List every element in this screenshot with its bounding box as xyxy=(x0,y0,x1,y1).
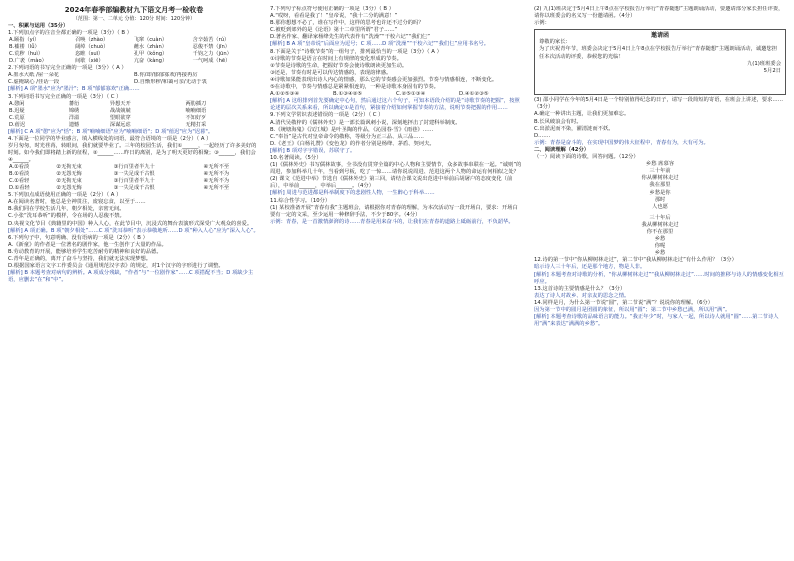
question-12: 12.诗的第一节中“你从柳树林走过”，第二节中“我从柳树林走过”有什么作用？（3分） xyxy=(534,257,737,264)
invitation-date: 5月2日 xyxy=(763,67,781,74)
answer-analysis: [解析] 周进与范进都是科举制度下的悲剧性人物，一生醉心于科举…… xyxy=(270,190,435,197)
sentence-item: ①诗歌的节奏是语言在时间上有规律的变化形成的节奏。 xyxy=(270,55,402,62)
option: B.你/却/郁郁寡欢/再接再厉 xyxy=(134,72,198,79)
option: A.①②⑤③④ xyxy=(270,91,299,98)
poem-line: 人也愿 xyxy=(652,203,668,210)
invitation-greeting: 尊敬的家长： xyxy=(539,39,571,46)
question-13: 13.这首诗的主要情感是什么？（3分） xyxy=(534,285,626,292)
option: 亢奋（kàng） xyxy=(133,58,168,65)
answer: 表达了诗人对故乡、对亲友的思念之情。 xyxy=(534,292,630,299)
column-middle xyxy=(270,6,522,555)
option: A.憩闲 xyxy=(9,100,25,107)
option: ③行百里者半九十 xyxy=(113,164,155,171)
option: 异想天开 xyxy=(109,100,131,107)
answer-analysis: [解析] C A 项"憩"应为"恬"；B 项"喃喃细语"应为"喃喃细语"；D 项"蓿迟"应为"迟暮"。 xyxy=(8,128,214,135)
question-14: 14.同样是月，为什么第一节说“圆”，第二节说“满”？说说你的理解。（6分） xyxy=(534,299,714,306)
question-11: 11.综合性学习。（10分） xyxy=(270,197,331,204)
option: ④无所不至 xyxy=(203,185,230,192)
option: A.清代吴敬梓的《儒林外史》是一部长篇讽刺小说，深刻地抨击了封建科举制度。 xyxy=(270,119,461,126)
sentence-item: ⑤在诗歌中，节奏与情感总是紧紧相连的，一种是诗歌本身固有的节奏。 xyxy=(270,84,439,91)
option: D.①看轻 xyxy=(9,185,30,192)
answer-analysis: [解析] B 项对字字错误，苏联守了。 xyxy=(270,147,356,154)
option: D.广袤（mào） xyxy=(9,58,47,65)
option: B.长风破浪会有时。 xyxy=(534,118,582,125)
question-4-text: 岁月匆匆，时光荏苒，转眼间，我们就要毕业了。三年的校园生活，我们①______，一起经历了许多美好的时刻。如今我们即将踏上新的征程，②______……昨日的离别，是为了明天更好的相聚；③______，我们会④______。 xyxy=(8,142,257,164)
option: A.确定一种讲出主题，让我们更加难忘。 xyxy=(534,111,630,118)
option: 含辛茹苦（rú） xyxy=(192,37,230,44)
option: A.《新童》的作者是一位著名的剧作家，他一生创作了大量的作品。 xyxy=(8,241,167,248)
invitation-title: 邀请函 xyxy=(650,32,669,40)
answer-sample: 示例：青春是奋斗的，在实现中国梦的伟大征程中，青春有为，大有可为。 xyxy=(534,139,709,146)
option: ③行百里者半九十 xyxy=(113,178,155,185)
option: D.自惭形秽/和蔼可亲/无动于衷 xyxy=(134,79,207,86)
option: 蕃衍 xyxy=(68,100,80,107)
page-title: 2024年春季部编教材九下语文月考一检收卷 xyxy=(64,6,204,14)
exam-meta: （范围：第一、二单元 分值：120分 时间：120分钟） xyxy=(72,16,196,22)
question-6: 6.下列句子中，句意明确、没有语病的一项是（2分）（ B ） xyxy=(8,234,148,241)
option: D.央视文化节目《典籍里的中国》种入人心，在此节目中，沉浸式的舞台表演形式深受广大观众的喜爱。 xyxy=(8,220,253,227)
exam-page xyxy=(8,6,786,555)
option: C.虚掩缺心 /佳话一段 xyxy=(8,79,60,86)
poem-line: 乡愁 xyxy=(654,236,666,243)
question-11-part2: (2) 九(1)班决定于5月4日上午8点在学校报告厅举行“青春随想”主题朗诵活动，要邀请部分家长担任评委，请你以班委会的名义写一份邀请函。（4分） xyxy=(534,6,784,20)
option: 孔甲（kǒng） xyxy=(133,51,168,58)
option: 召唤（zhào） xyxy=(75,37,109,44)
sentence-item: ②节奏是诗歌的生命，把握好节奏会使诗歌朗读更加生动。 xyxy=(270,62,408,69)
q3-options xyxy=(8,101,260,129)
option: 忍俊不禁（jīn） xyxy=(192,44,230,51)
invitation-box xyxy=(534,29,786,95)
option: 喃喃细语 xyxy=(185,107,207,114)
answer-analysis: [解析] 本题考查诗歌的品味语言的能力。“我正年少”时，与家人一起，所以诗人就用“圆”……第二节诗人用“满”来表达“满满的乡愁”。 xyxy=(534,314,779,328)
option: ③一失足成千古恨 xyxy=(113,171,155,178)
option: 望眼欲穿 xyxy=(109,114,131,121)
option: 一气呵成（hē） xyxy=(192,58,231,65)
option: ②无拘无束 xyxy=(56,178,82,185)
answer: 因为第一节中的圆月是团圆的象征，所以用“圆”；第二节中乡愁已满，所以用“满”。 xyxy=(534,307,731,313)
poem-line: 你不在那里 xyxy=(646,228,674,235)
answer-analysis: [解析] B A 项“皇帝说”后面应为逗号；C 项……D 项“洗澡”“干校六记”“我们仨”应用书名号。 xyxy=(270,41,490,48)
question-11-text: (1) 某校准备开展“青春有我”主题班会，请根据你对青春的理解，为本次活动写一段开场白，要求：开场白要有一定的文采，至少运用一种修辞手法，不少于80字。（4分） xyxy=(270,204,518,218)
question-8: 8.下面是关于“诗歌节奏”的一组句子，排列最恰当的一项是（3分）（ A ） xyxy=(270,48,442,55)
option: B.①③④②⑤ xyxy=(333,91,363,98)
option: C.出淤泥而不染，濯清涟而不妖。 xyxy=(534,125,614,132)
answer-analysis: [解析] A 项"墨水"应为"墨汁"；B 项"郁郁寡欢"正确…… xyxy=(8,86,140,93)
option: C.小张“洗耳恭听”的模样，令在场的人忍俊不禁。 xyxy=(8,213,125,220)
sentence-item: ④诗歌如果能表现出诗人内心的情感，那么它的节奏感会更加强烈。节奏与情感相连，不断变化。 xyxy=(270,76,498,83)
option: D.根据国家语言文字工作委员会《通用规范汉字表》的规定，对1个汉字的字形进行了调整。 xyxy=(8,263,224,270)
option: D.《老王》《白杨礼赞》《变色龙》的作者分别是杨绛、茅盾、契诃夫。 xyxy=(270,140,435,147)
poem-line: 我在那里 xyxy=(649,182,671,189)
option: C.被贬到郊外的是《论语》第十二章里所谓“君子……” xyxy=(270,27,398,34)
option: D.…… xyxy=(534,132,551,139)
column-left xyxy=(8,6,260,555)
section-heading: 二、阅读理解（42分） xyxy=(534,146,590,153)
sample-label: 示例： xyxy=(534,20,550,27)
option: B.我们同在学校生活几年，朝夕相处，亲密无间。 xyxy=(8,206,125,213)
question-1: 1.下列加点字的注音全都正确的一项是（3分）（ B ） xyxy=(8,30,133,37)
option: D.④①②③⑤ xyxy=(459,91,489,98)
poem-line: 乡愁是你 xyxy=(649,189,671,196)
option: A.墨水大纸 /屋一朵花 xyxy=(8,72,60,79)
answer: 暗示诗人三十年后，还是那个地方，物是人非。 xyxy=(534,264,646,271)
option: D.著名作家、翻译家杨绛先生的代表作有“洗澡”“干校六记”“我们仨” xyxy=(270,34,430,41)
poem-line: 三十年前 xyxy=(649,168,671,175)
sentence-item: ③还是，节奏有时是可以传达情感的，表现韵律感。 xyxy=(270,69,392,76)
poem-line: 乡愁 xyxy=(654,250,666,257)
option: 恣睢（suī） xyxy=(75,51,104,58)
option: 蘸水（zhàn） xyxy=(133,44,167,51)
option: B.《统塘海鬼》《汉江城》是叶圣陶的作品，《沁园春·雪》《雨巷》…… xyxy=(270,126,434,133)
option: 间歇（xiē） xyxy=(75,58,104,65)
option: A.“哎呀，看看是我了！”皇帝说，“我十二分的满意！” xyxy=(270,13,398,20)
answer-analysis: [解析] A 这组排列首先要确定中心句，然后通过这六个句子，可知本语段介绍的是“诗歌节奏的把握”，按照论述的层次关系来看，所以确定①是首句，紧接着介绍如何掌握节奏的方法，说明节奏把握的作用…… xyxy=(270,98,520,112)
option: B.那你想想不必了，谁在写作中，这样的思考也许还不过分的吗？ xyxy=(270,20,424,27)
question-4: 4.下面是一位同学的毕业感言，填入横线处的词语，最符合语境的一项是（2分）（ A ） xyxy=(8,135,212,142)
option: 飞窜（cuàn） xyxy=(133,37,168,44)
question-10-part2: (2) 课文《范进中举》节选自《儒林外史》第三回，请结合课文说出范进中举前后胡屠户的态度变化（前后），中举前______，中举后______。（4分） xyxy=(270,176,513,190)
option: ④无所不至 xyxy=(203,164,230,171)
poem-line: 我从柳树林走过 xyxy=(641,221,679,228)
poem-title: 乡愁 席慕容 xyxy=(645,161,675,168)
option: 千钧之力（jūn） xyxy=(192,51,232,58)
question-3: 3.下列词语书写完全正确的一项是（3分）（ C ） xyxy=(8,93,122,100)
option: B.①看淡 xyxy=(9,171,30,178)
option: C.②⑤①③④ xyxy=(396,91,426,98)
option: A.在阅读名著时，他总是全神贯注，废寝忘食，以至于…… xyxy=(8,199,146,206)
option: C.荒原 xyxy=(9,114,25,121)
option: 深谋远虑 xyxy=(109,121,131,128)
poem-line: 你从柳树林走过 xyxy=(641,175,679,182)
option: 遗憾 xyxy=(68,121,80,128)
option: ②无拘无束 xyxy=(56,164,82,171)
option: C.荒秽（huì） xyxy=(9,51,44,58)
poem xyxy=(534,161,786,257)
q4-options xyxy=(8,164,260,192)
option: 洋溢 xyxy=(68,114,80,121)
option: D.蓿迟 xyxy=(9,121,26,128)
option: 无精打采 xyxy=(185,121,207,128)
q2-options xyxy=(8,72,260,86)
question-7: 7.下列句子标点符号使用正确的一项是（3分）（ B ） xyxy=(270,6,395,12)
answer-sample: 示例：青春，是一首激情澎湃的诗……青春是用来奋斗的，让我们在青春的道路上砥砺前行，不负韶华。 xyxy=(270,218,514,225)
question-11-part3: (3) 邵小同学在今年的5月4日是一个特别值得纪念的日子，请写一段简短的寄语，在班会上讲述，要求……（3分） xyxy=(534,97,783,111)
invitation-body: 为了庆祝青年节，班委会决定于5月4日上午8点在学校报告厅举行“青春随想”主题朗诵活动，诚邀您担任本次活动的评委，恭候您的光临！ xyxy=(539,46,778,60)
answer-analysis: [解析] A 项正确。B 项“朝夕相处”……C 项“洗耳恭听”表示恭敬地听……D 项“种入人心”应为“深入人心”。 xyxy=(8,227,259,234)
option: B.迟疑 xyxy=(9,107,25,114)
poem-line: 你呢 xyxy=(654,243,666,250)
q1-options xyxy=(8,37,260,65)
question-2: 2.下列词语的书写完全正确的一项是（3分）（ A ） xyxy=(8,65,127,72)
poem-line: 那时 xyxy=(654,196,666,203)
option: ②无怨无悔 xyxy=(56,185,82,192)
option: ②无怨无悔 xyxy=(56,171,82,178)
answer-analysis: [解析] B 本题考查对病句的辨析。A 项成分残缺，“作者”与“一位剧作家”……C 项搭配不当；D 项缺少主语，应删去“在”和“中”。 xyxy=(8,270,254,284)
question-9: 9.下列文学常识表述错误的一项是（2分）（ C ） xyxy=(270,112,384,119)
option: ④无所不为 xyxy=(203,178,230,185)
option: 不知好歹 xyxy=(185,114,207,121)
option: ④无所不为 xyxy=(203,171,230,178)
section-heading: 一、积累与运用（35分） xyxy=(8,23,69,29)
option: 战战兢兢 xyxy=(109,107,131,114)
option: C.青年是正确的，离开了奋斗与坚持，我们就无法实现梦想。 xyxy=(8,255,152,262)
option: C.①看轻 xyxy=(9,178,30,185)
option: C.“奉旨”是古代对皇帝命令的敬称，等级分为正三品、从三品…… xyxy=(270,133,424,140)
option: 阔绰（chuò） xyxy=(75,44,109,51)
option: A.颐指（yí） xyxy=(9,37,40,44)
column-right xyxy=(534,6,786,555)
option: ③一失足成千古恨 xyxy=(113,185,155,192)
option: 两肋插刀 xyxy=(185,100,207,107)
option: B.劳动教育的开展，能够培养学生吃苦耐劳的精神和良好的品德。 xyxy=(8,248,162,255)
question-10-text: (1)《儒林外史》书写儒林故事，全书没有贯穿全篇的中心人物和主要情节，众多故事串联在一起。“诚则”的周进，参加科举几十年，当看到号板，吃了一惊……请你说说周进、范进这两个人物的命运有何相似之处？ xyxy=(270,162,522,176)
option: B.褴褛（lǚ） xyxy=(9,44,40,51)
subsection-heading: （一）阅读下面的诗歌，回答问题。（12分） xyxy=(534,154,639,161)
answer-analysis: [解析] 本题考查对诗歌的分析，“你从柳树林走过”“我从柳树林走过”……时间的推移与诗人的情感变化相互呼应。 xyxy=(534,271,784,285)
option: A.①看淡 xyxy=(9,164,30,171)
poem-line: 三十年后 xyxy=(649,214,671,221)
option: 锦绣 xyxy=(68,107,80,114)
invitation-signature: 九(1)班班委会 xyxy=(747,60,781,67)
question-10: 10.名著阅读。（5分） xyxy=(270,154,322,161)
question-5: 5.下列加点成语使用正确的一项是（2分）（ A ） xyxy=(8,192,122,199)
